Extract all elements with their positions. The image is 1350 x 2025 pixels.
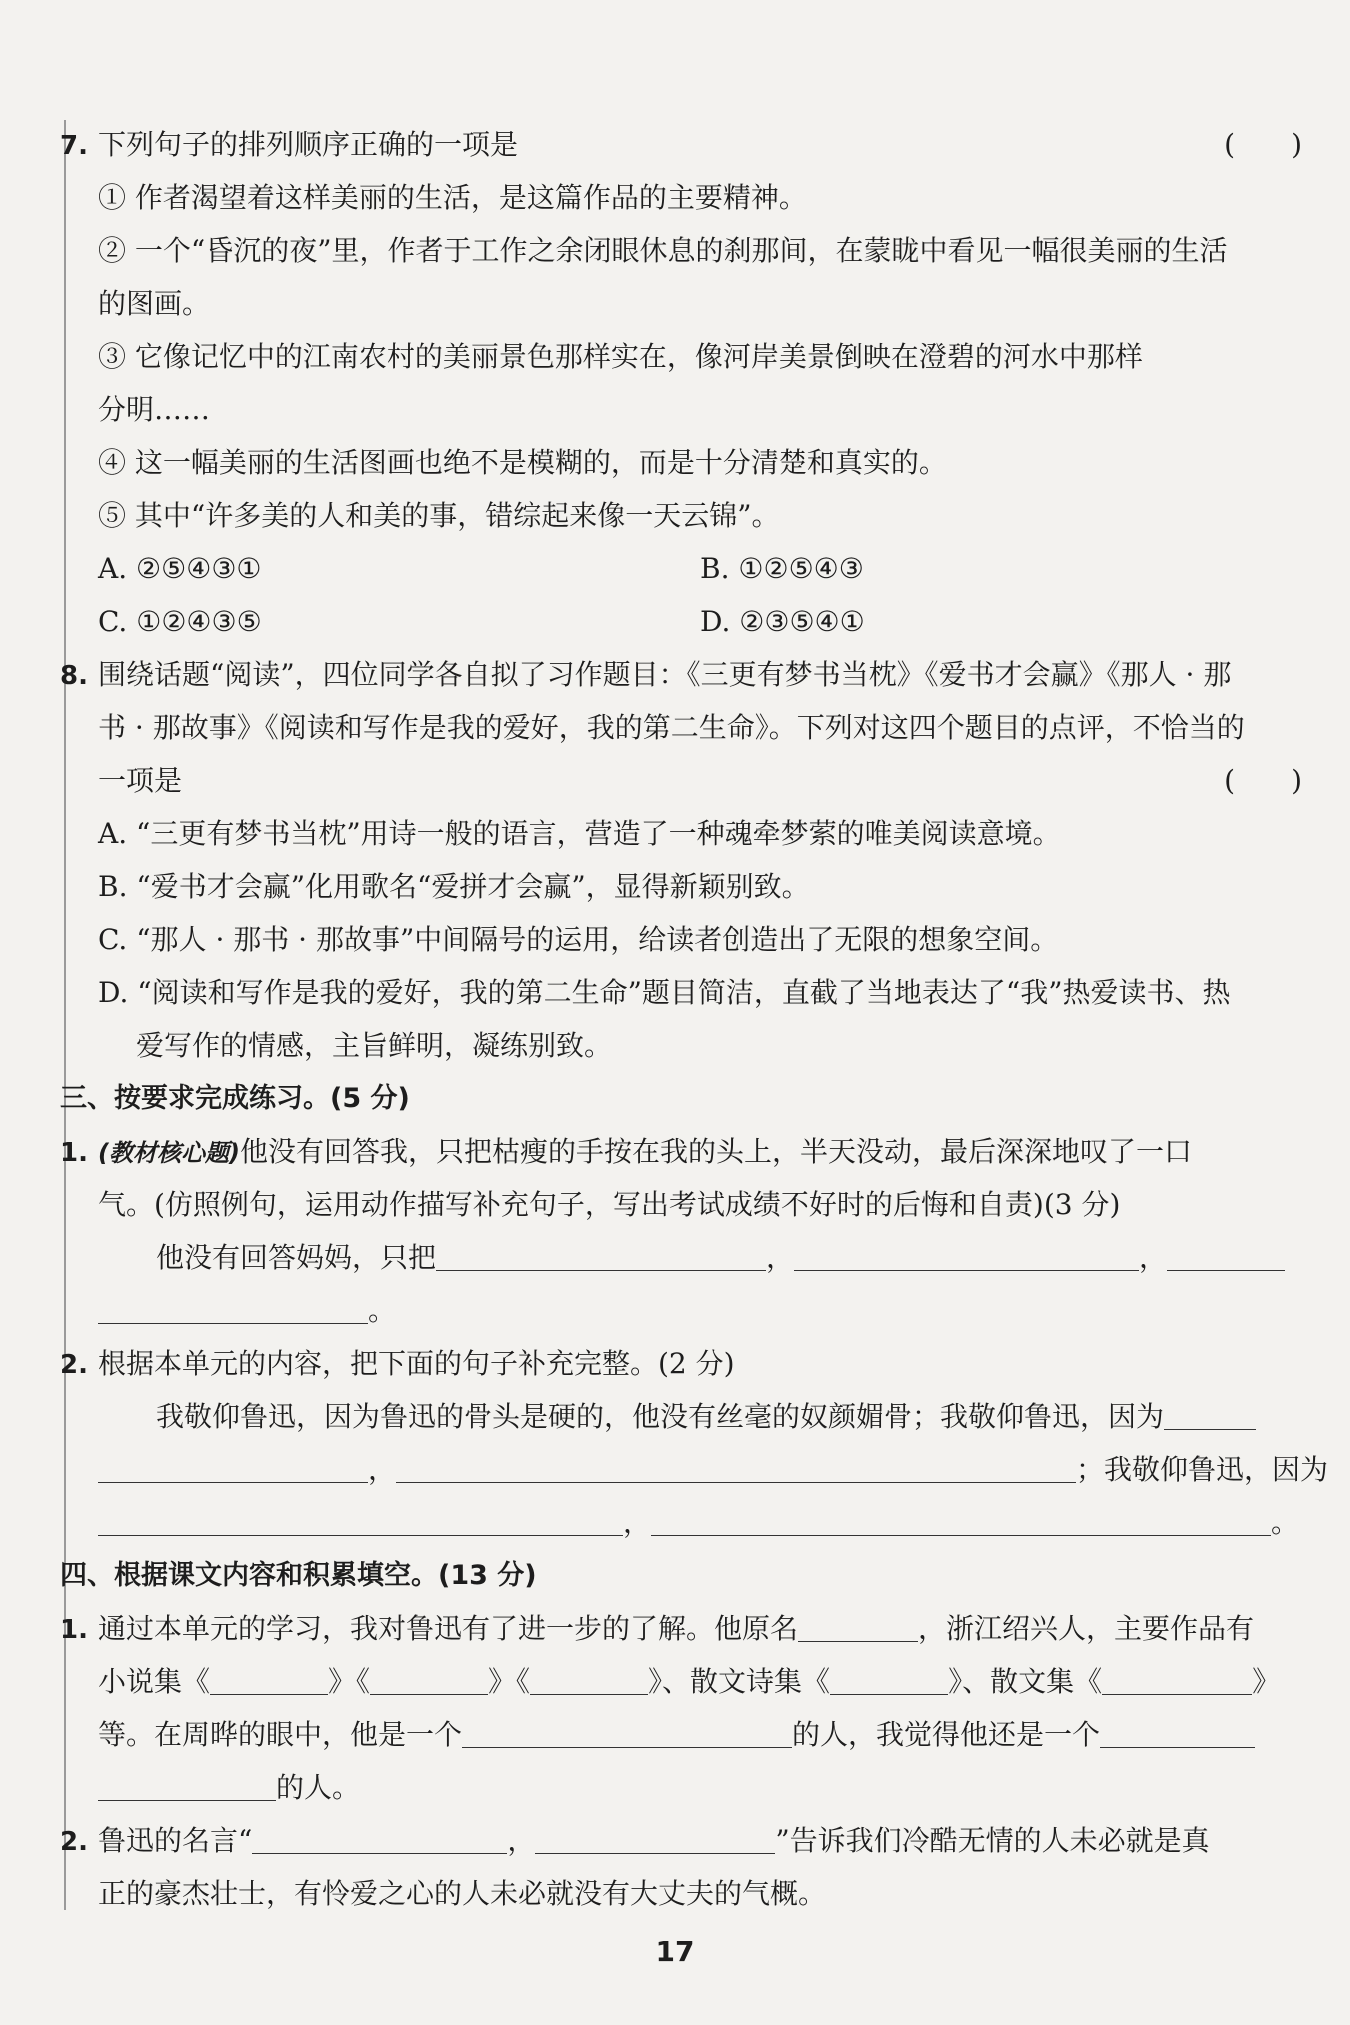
q8-option-a[interactable]: A. “三更有梦书当枕”用诗一般的语言，营造了一种魂牵梦萦的唯美阅读意境。 — [98, 817, 1061, 850]
s3-q2-fill-text-1: 我敬仰鲁迅，因为鲁迅的骨头是硬的，他没有丝毫的奴颜媚骨；我敬仰鲁迅，因为 — [156, 1400, 1165, 1433]
q8-number: 8. — [60, 661, 88, 691]
comma: ， — [368, 1453, 397, 1486]
s4-q1-blank-name[interactable] — [798, 1607, 918, 1642]
s4-q1-text-j: 的人。 — [276, 1771, 361, 1804]
section-3-title: 三、按要求完成练习。(5 分) — [60, 1083, 410, 1114]
q8-option-d-1[interactable]: D. “阅读和写作是我的爱好，我的第二生命”题目简洁，直截了当地表达了“我”热爱读书、热 — [98, 976, 1231, 1009]
q8-option-b[interactable]: B. “爱书才会赢”化用歌名“爱拼才会赢”，显得新颖别致。 — [98, 870, 810, 903]
s4-q1-text-g: 》 — [1252, 1665, 1281, 1698]
s3-q2-fill-1 — [60, 1390, 1310, 1443]
s4-q2-blank-1[interactable] — [252, 1819, 507, 1854]
s4-q1-blank-novel-3[interactable] — [530, 1660, 648, 1695]
q7-options-row-1 — [60, 542, 1310, 595]
comma: ， — [1139, 1241, 1168, 1274]
s4-q1-text-b: ，浙江绍兴人，主要作品有 — [918, 1612, 1255, 1645]
s4-q1-text-a: 通过本单元的学习，我对鲁迅有了进一步的了解。他原名 — [98, 1612, 799, 1645]
s4-q1-blank-novel-2[interactable] — [370, 1660, 488, 1695]
comma: ， — [766, 1241, 795, 1274]
q8-stem-text-3: 一项是 — [98, 764, 183, 797]
s3-q1-fill-line-2 — [60, 1284, 1310, 1337]
q7-stem — [60, 118, 1310, 171]
s4-q1-text-i: 的人，我觉得他还是一个 — [792, 1718, 1101, 1751]
q8-option-d-2: 爱写作的情感，主旨鲜明，凝练别致。 — [136, 1029, 613, 1062]
s3-q2-blank-5[interactable] — [651, 1501, 1271, 1536]
q7-sentence-5: ⑤ 其中“许多美的人和美的事，错综起来像一天云锦”。 — [98, 499, 780, 532]
s4-q1-line-1 — [60, 1602, 1310, 1655]
s4-q2-text-a: 鲁迅的名言“ — [98, 1824, 253, 1857]
comma: ， — [623, 1506, 652, 1539]
s3-q2-blank-2[interactable] — [98, 1448, 368, 1483]
s3-q1-number: 1. — [60, 1138, 88, 1168]
s4-q1-blank-poems[interactable] — [830, 1660, 948, 1695]
q8-stem-2: 书 · 那故事》《阅读和写作是我的爱好，我的第二生命》。下列对这四个题目的点评，不恰当的 — [98, 711, 1245, 744]
q7-answer-bracket[interactable]: ( ) — [1224, 128, 1302, 161]
s4-q1-blank-mine-1[interactable] — [1100, 1713, 1255, 1748]
s4-q1-blank-mine-2[interactable] — [98, 1766, 276, 1801]
q7-sentence-3a: ③ 它像记忆中的江南农村的美丽景色那样实在，像河岸美景倒映在澄碧的河水中那样 — [98, 340, 1143, 373]
s3-q2-blank-4[interactable] — [98, 1501, 623, 1536]
q8-stem-text-1: 围绕话题“阅读”，四位同学各自拟了习作题目：《三更有梦书当枕》《爱书才会赢》《那人 · 那 — [98, 658, 1232, 691]
s3-q1-blank-3[interactable] — [1167, 1236, 1285, 1271]
q8-option-c[interactable]: C. “那人 · 那书 · 那故事”中间隔号的运用，给读者创造出了无限的想象空间。 — [98, 923, 1059, 956]
s3-q2-blank-1[interactable] — [1164, 1395, 1256, 1430]
s3-q1-text-1: 他没有回答我，只把枯瘦的手按在我的头上，半天没动，最后深深地叹了一口 — [239, 1135, 1192, 1168]
q7-sentence-3b: 分明…… — [98, 393, 211, 426]
q7-sentence-1: ① 作者渴望着这样美丽的生活，是这篇作品的主要精神。 — [98, 181, 807, 214]
q7-option-b[interactable]: B. ①②⑤④③ — [700, 552, 864, 585]
q8-stem-3 — [60, 754, 1310, 807]
q7-option-a[interactable]: A. ②⑤④③① — [98, 552, 262, 585]
s4-q1-text-h: 等。在周晔的眼中，他是一个 — [98, 1718, 463, 1751]
s4-q1-number: 1. — [60, 1615, 88, 1645]
s3-q1-blank-4[interactable] — [98, 1289, 368, 1324]
s4-q1-line-4 — [60, 1761, 1310, 1814]
q8-answer-bracket[interactable]: ( ) — [1224, 764, 1302, 797]
s4-q2-number: 2. — [60, 1827, 88, 1857]
s3-q1-blank-2[interactable] — [794, 1236, 1139, 1271]
q7-number: 7. — [60, 131, 88, 161]
s3-q1-fill-prefix: 他没有回答妈妈，只把 — [156, 1241, 437, 1274]
q7-options-row-2 — [60, 595, 1310, 648]
s4-q1-text-d2: 》《 — [488, 1665, 531, 1698]
q7-option-d[interactable]: D. ②③⑤④① — [700, 605, 865, 638]
s3-q2-fill-text-2: ；我敬仰鲁迅，因为 — [1076, 1453, 1329, 1486]
period: 。 — [368, 1294, 397, 1327]
s4-q1-text-d: 》《 — [328, 1665, 371, 1698]
s3-q1-text-2: 气。(仿照例句，运用动作描写补充句子，写出考试成绩不好时的后悔和自责)(3 分) — [98, 1188, 1121, 1221]
s4-q2-line-1 — [60, 1814, 1310, 1867]
q7-stem-text: 下列句子的排列顺序正确的一项是 — [98, 128, 519, 161]
q7-sentence-4: ④ 这一幅美丽的生活图画也绝不是模糊的，而是十分清楚和真实的。 — [98, 446, 947, 479]
s3-q1-blank-1[interactable] — [436, 1236, 766, 1271]
q7-sentence-2b: 的图画。 — [98, 287, 211, 320]
s4-q2-blank-2[interactable] — [535, 1819, 775, 1854]
page-number: 17 — [655, 1935, 695, 1968]
q7-sentence-2a: ② 一个“昏沉的夜”里，作者于工作之余闭眼休息的刹那间，在蒙眬中看见一幅很美丽的生活 — [98, 234, 1228, 267]
s3-q2-line — [60, 1337, 1310, 1390]
s3-q2-number: 2. — [60, 1350, 88, 1380]
s3-q1-fill-line — [60, 1231, 1310, 1284]
section-4-title: 四、根据课文内容和积累填空。(13 分) — [60, 1560, 537, 1591]
s4-q2-text-c: ”告诉我们冷酷无情的人未必就是真 — [775, 1824, 1210, 1857]
q8-stem-1 — [60, 648, 1310, 701]
s3-q2-fill-3 — [60, 1496, 1310, 1549]
s4-q1-blank-zhouye[interactable] — [462, 1713, 792, 1748]
s4-q2-line-2: 正的豪杰壮士，有怜爱之心的人未必就没有大丈夫的气概。 — [98, 1877, 827, 1910]
s4-q1-text-c: 小说集《 — [98, 1665, 211, 1698]
s3-q2-text: 根据本单元的内容，把下面的句子补充完整。(2 分) — [98, 1347, 735, 1380]
period: 。 — [1271, 1506, 1300, 1539]
worksheet-content — [60, 118, 1329, 1920]
s4-q1-line-3 — [60, 1708, 1310, 1761]
s4-q1-line-2 — [60, 1655, 1310, 1708]
s4-q1-text-f: 》、散文集《 — [948, 1665, 1103, 1698]
s3-q2-blank-3[interactable] — [396, 1448, 1076, 1483]
s4-q1-text-e: 》、散文诗集《 — [648, 1665, 831, 1698]
s3-q1-tag: (教材核心题) — [98, 1139, 240, 1167]
s4-q1-blank-essays[interactable] — [1102, 1660, 1252, 1695]
q7-option-c[interactable]: C. ①②④③⑤ — [98, 605, 262, 638]
s4-q2-text-b: ， — [507, 1824, 536, 1857]
s3-q2-fill-2 — [60, 1443, 1329, 1496]
s3-q1-line-1 — [60, 1125, 1310, 1178]
s4-q1-blank-novel-1[interactable] — [210, 1660, 328, 1695]
